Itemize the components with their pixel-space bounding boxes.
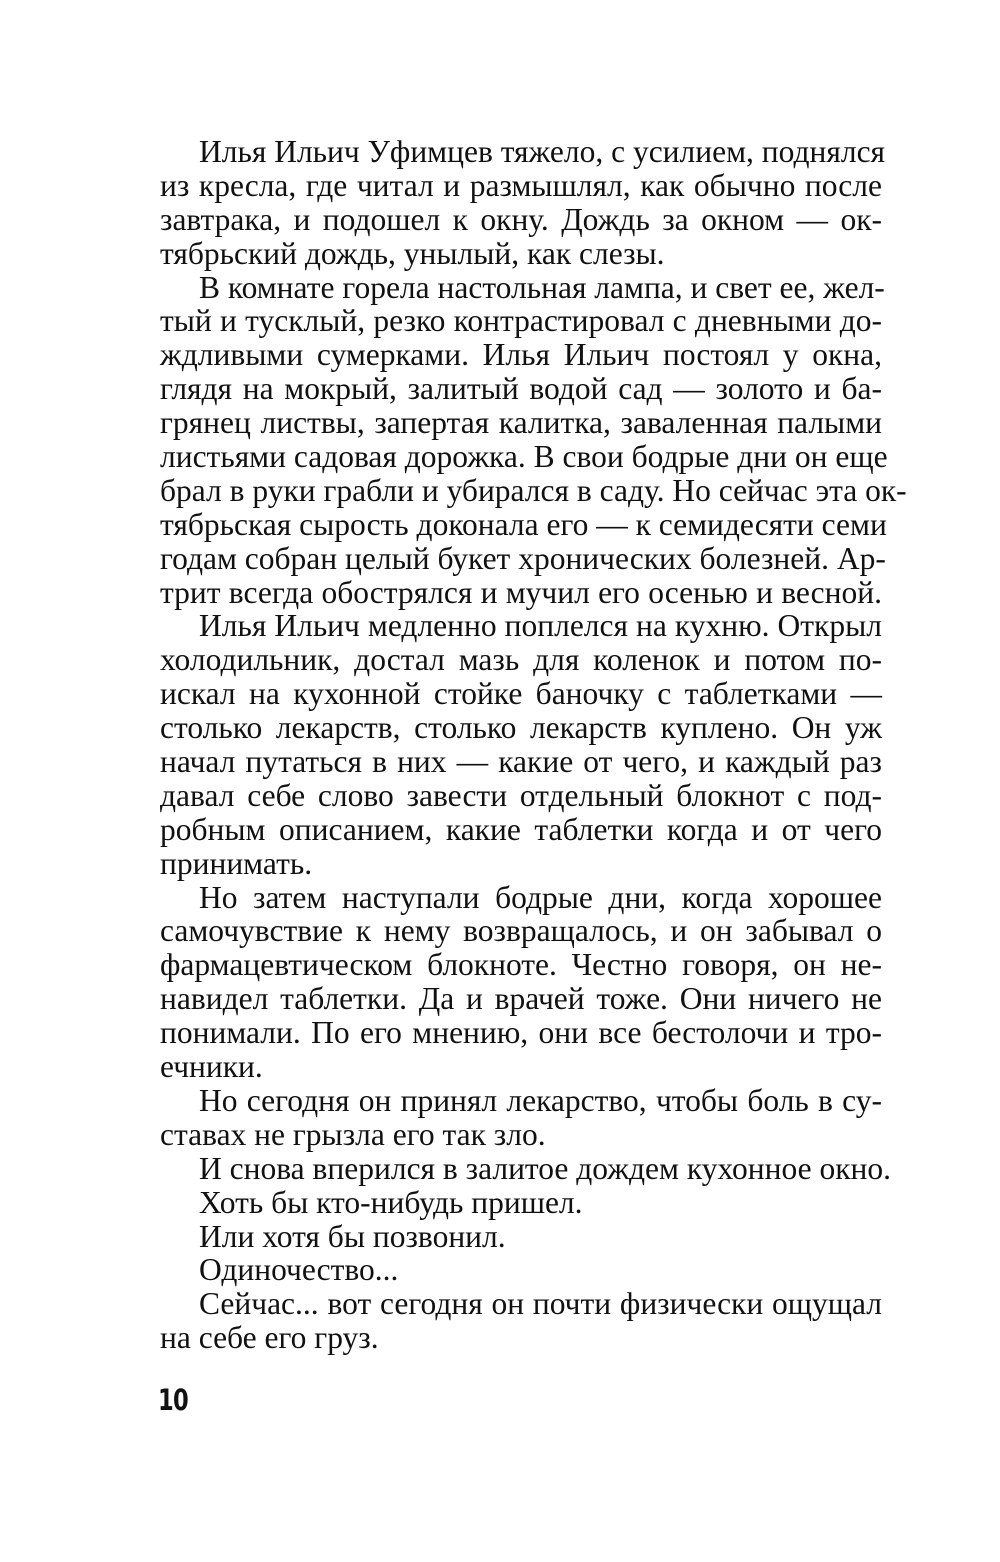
paragraph: [160, 881, 882, 1084]
text-line: ждливыми сумерками. Илья Ильич постоял у окна,: [160, 337, 882, 373]
text-line: глядя на мокрый, залитый водой сад — золото и ба-: [160, 371, 882, 407]
paragraph: [160, 134, 886, 271]
text-line: начал путаться в них — какие от чего, и каждый раз: [160, 744, 882, 780]
text-line: Илья Ильич Уфимцев тяжело, с усилием, поднялся: [199, 134, 886, 169]
text-line: Одиночество...: [199, 1252, 399, 1288]
text-line: навидел таблетки. Да и врачей тоже. Они ничего не: [160, 981, 882, 1017]
text-line: В комнате горела настольная лампа, и свет ее, жел-: [199, 269, 885, 305]
paragraph: [160, 1186, 882, 1220]
text-line: Илья Ильич медленно поплелся на кухню. Открыл: [199, 608, 882, 644]
text-line: трит всегда обострялся и мучил его осенью и весной.: [160, 574, 882, 610]
text-line: тый и тусклый, резко контрастировал с дневными до-: [160, 303, 882, 339]
text-line: брал в руки грабли и убирался в саду. Но сейчас эта ок-: [160, 472, 907, 508]
text-line: принимать.: [160, 845, 313, 881]
text-line: робным описанием, какие таблетки когда и от чего: [160, 811, 882, 847]
text-line: ставах не грызла его так зло.: [160, 1116, 546, 1152]
text-line: Хоть бы кто-нибудь пришел.: [199, 1184, 583, 1220]
text-line: тябрьский дождь, унылый, как слезы.: [160, 235, 665, 271]
text-line: холодильник, достал мазь для коленок и потом по-: [160, 642, 882, 678]
text-line: годам собран целый букет хронических болезней. Ар-: [160, 540, 886, 576]
paragraph: [160, 1253, 882, 1287]
text-line: Но затем наступали бодрые дни, когда хорошее: [199, 879, 882, 915]
text-line: И снова вперился в залитое дождем кухонное окно.: [199, 1150, 892, 1186]
text-line: давал себе слово завести отдельный блокнот с под-: [160, 777, 882, 813]
paragraph: [160, 269, 907, 610]
text-line: Сейчас... вот сегодня он почти физически ощущал: [199, 1286, 882, 1322]
paragraph: [160, 1150, 892, 1186]
paragraph: [160, 1287, 882, 1355]
paragraph: [160, 1084, 882, 1152]
text-line: Но сегодня он принял лекарство, чтобы боль в су-: [199, 1082, 882, 1118]
text-line: фармацевтическом блокноте. Честно говоря, он не-: [160, 947, 882, 983]
text-line: завтрака, и подошел к окну. Дождь за окном — ок-: [160, 201, 882, 237]
body-text: [160, 134, 907, 1356]
text-line: понимали. По его мнению, они все бестолочи и тро-: [160, 1015, 882, 1051]
text-line: грянец листвы, запертая калитка, заваленная палыми: [160, 405, 882, 441]
text-line: из кресла, где читал и размышлял, как обычно после: [160, 167, 882, 203]
text-line: искал на кухонной стойке баночку с таблетками —: [160, 676, 882, 712]
text-line: на себе его груз.: [160, 1320, 379, 1356]
page-number: 10: [158, 1383, 188, 1417]
text-line: листьями садовая дорожка. В свои бодрые дни он еще: [160, 439, 888, 475]
paragraph: [160, 1220, 882, 1254]
text-line: столько лекарств, столько лекарств куплено. Он уж: [160, 710, 882, 746]
text-line: Или хотя бы позвонил.: [199, 1218, 506, 1254]
text-line: самочувствие к нему возвращалось, и он забывал о: [160, 913, 882, 949]
text-line: ечники.: [160, 1049, 263, 1085]
text-line: тябрьская сырость доконала его — к семидесяти семи: [160, 506, 887, 542]
paragraph: [160, 609, 882, 880]
